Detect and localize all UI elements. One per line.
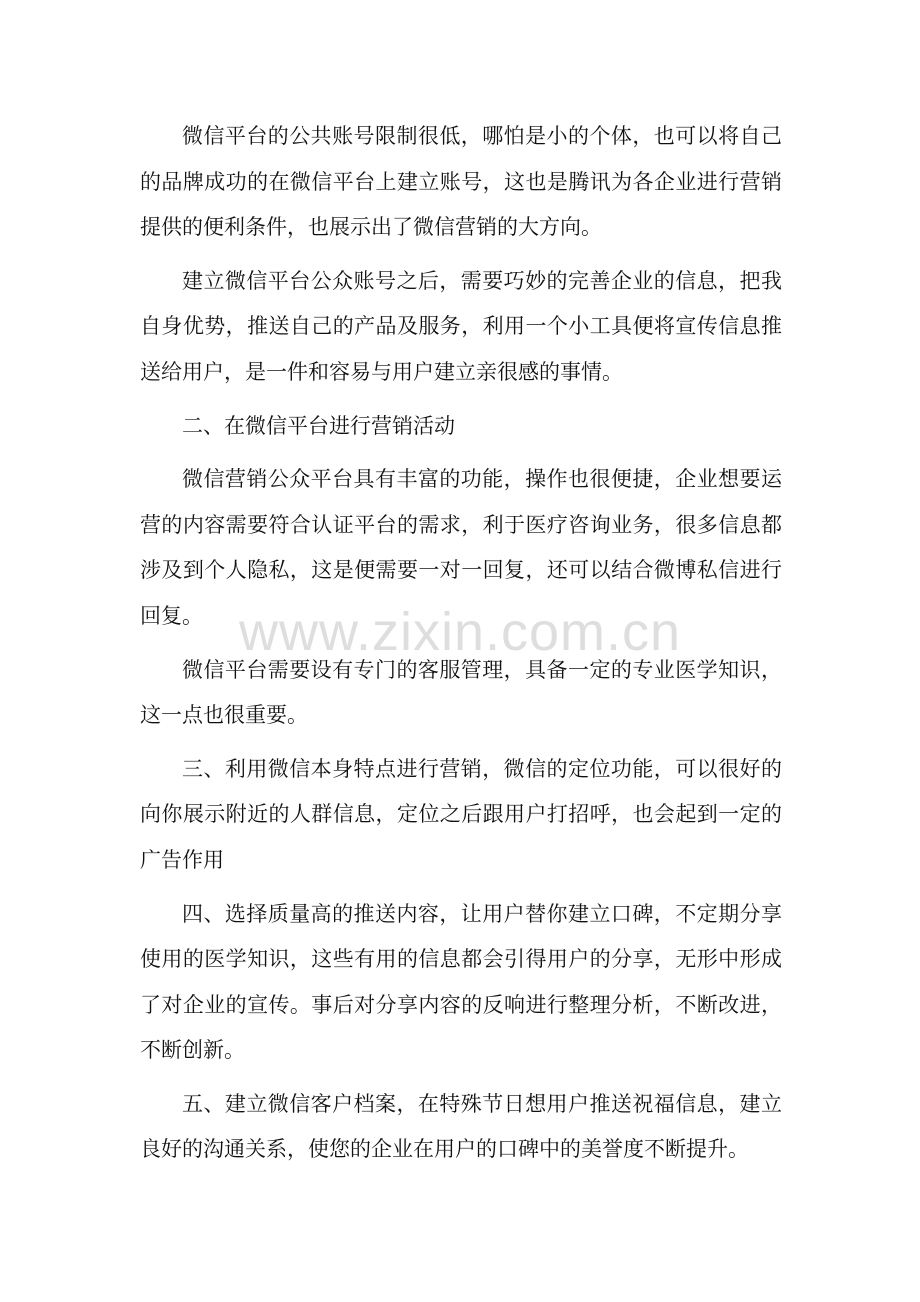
paragraph-7: 五、建立微信客户档案，在特殊节日想用户推送祝福信息，建立良好的沟通关系，使您的企业在用户的口碑中的美誉度不断提升。 bbox=[140, 1091, 782, 1162]
paragraph-6: 四、选择质量高的推送内容，让用户替你建立口碑，不定期分享使用的医学知识，这些有用的信息都会引得用户的分享，无形中形成了对企业的宣传。事后对分享内容的反响进行整理分析，不断改进，不断创新。 bbox=[140, 901, 782, 1063]
section-heading-2: 二、在微信平台进行营销活动 bbox=[182, 413, 455, 438]
document-body bbox=[140, 114, 782, 1181]
paragraph-3: 微信营销公众平台具有丰富的功能，操作也很便捷，企业想要运营的内容需要符合认证平台的需求，利于医疗咨询业务，很多信息都涉及到个人隐私，这是便需要一对一回复，还可以结合微博私信进行回复。 bbox=[140, 467, 782, 628]
watermark: www.zixin.com.cn bbox=[238, 602, 682, 662]
paragraph-4: 微信平台需要设有专门的客服管理，具备一定的专业医学知识，这一点也很重要。 bbox=[140, 657, 782, 728]
paragraph-1: 微信平台的公共账号限制很低，哪怕是小的个体，也可以将自己的品牌成功的在微信平台上建立账号，这也是腾讯为各企业进行营销提供的便利条件，也展示出了微信营销的大方向。 bbox=[140, 124, 782, 240]
paragraph-2: 建立微信平台公众账号之后，需要巧妙的完善企业的信息，把我自身优势，推送自己的产品及服务，利用一个小工具便将宣传信息推送给用户，是一件和容易与用户建立亲很感的事情。 bbox=[140, 268, 782, 384]
paragraph-5: 三、利用微信本身特点进行营销，微信的定位功能，可以很好的向你展示附近的人群信息，定位之后跟用户打招呼，也会起到一定的广告作用 bbox=[140, 756, 782, 872]
